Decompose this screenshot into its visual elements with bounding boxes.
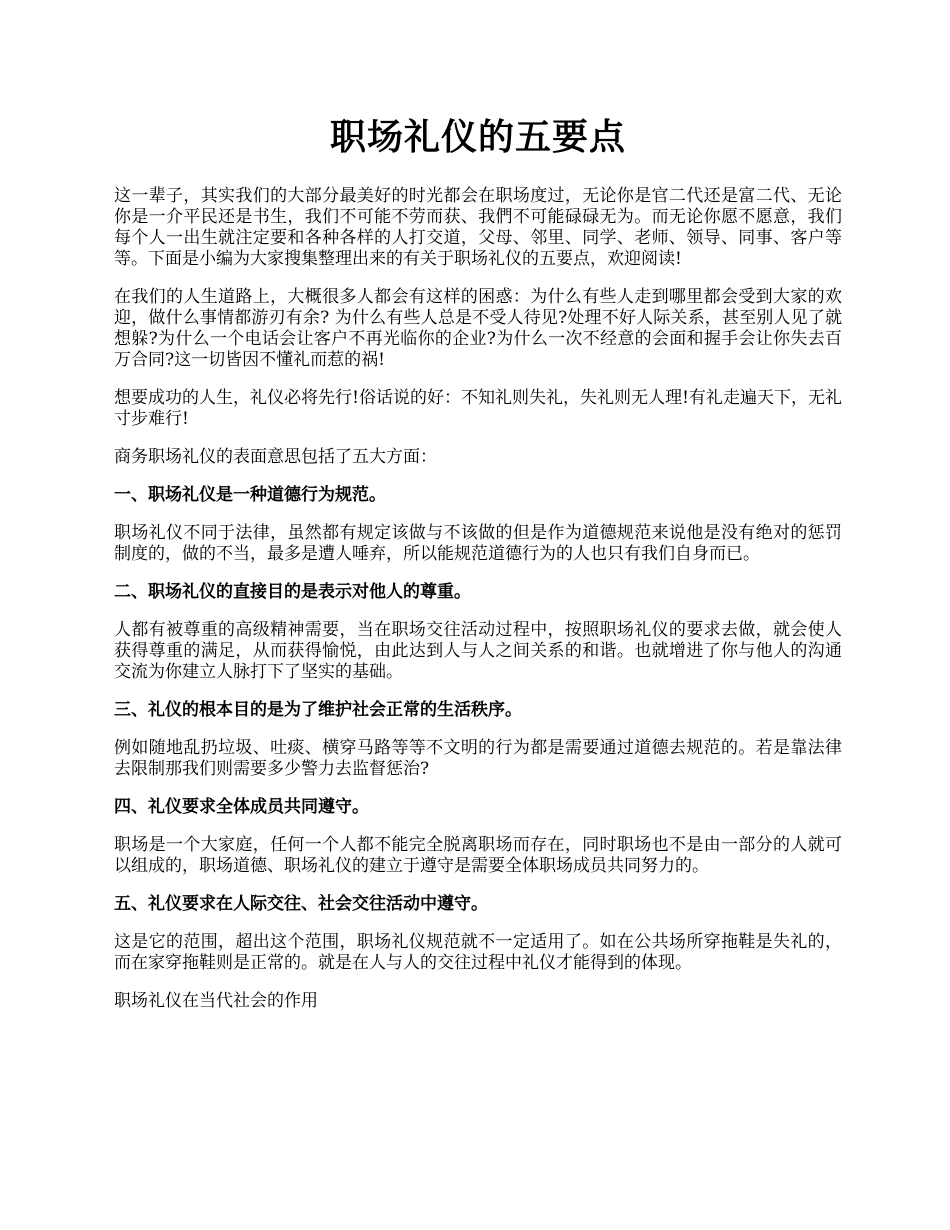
- section-body-2: 人都有被尊重的高级精神需要，当在职场交往活动过程中，按照职场礼仪的要求去做，就会使人获得尊重的满足，从而获得愉悦，由此达到人与人之间关系的和谐。也就增进了你与他人的沟通交流为你建立人脉打下了坚实的基础。: [114, 620, 842, 682]
- section-heading-5: 五、礼仪要求在人际交往、社会交往活动中遵守。: [114, 894, 488, 914]
- question-paragraph: 在我们的人生道路上，大概很多人都会有这样的困惑：为什么有些人走到哪里都会受到大家的欢迎，做什么事情都游刃有余? 为什么有些人总是不受人待见?处理不好人际关系，甚至别人见了就想躲?为什么一个电话会让客户不再光临你的企业?为什么一次不经意的会面和握手会让你失去百万合同?这一切皆因不懂礼而惹的祸!: [114, 287, 842, 370]
- proverb-paragraph: 想要成功的人生，礼仪必将先行!俗话说的好：不知礼则失礼，失礼则无人理!有礼走遍天下，无礼寸步难行!: [114, 388, 842, 429]
- section-heading-3: 三、礼仪的根本目的是为了维护社会正常的生活秩序。: [114, 700, 522, 720]
- overview-paragraph: 商务职场礼仪的表面意思包括了五大方面：: [114, 447, 437, 467]
- document-page: [114, 112, 842, 1029]
- section-heading-4: 四、礼仪要求全体成员共同遵守。: [114, 797, 369, 817]
- closing-paragraph: 职场礼仪在当代社会的作用: [114, 991, 318, 1011]
- section-body-4: 职场是一个大家庭，任何一个人都不能完全脱离职场而存在，同时职场也不是由一部分的人就可以组成的，职场道德、职场礼仪的建立于遵守是需要全体职场成员共同努力的。: [114, 835, 842, 876]
- section-heading-2: 二、职场礼仪的直接目的是表示对他人的尊重。: [114, 582, 471, 602]
- page-title: 职场礼仪的五要点: [329, 116, 626, 158]
- section-body-1: 职场礼仪不同于法律，虽然都有规定该做与不该做的但是作为道德规范来说他是没有绝对的惩罚制度的，做的不当，最多是遭人唾弃，所以能规范道德行为的人也只有我们自身而已。: [114, 523, 842, 564]
- section-heading-1: 一、职场礼仪是一种道德行为规范。: [114, 485, 386, 505]
- intro-paragraph: 这一辈子，其实我们的大部分最美好的时光都会在职场度过，无论你是官二代还是富二代、无论你是一介平民还是书生，我们不可能不劳而获、我們不可能碌碌无为。而无论你愿不愿意，我们每个人一出生就注定要和各种各样的人打交道，父母、邻里、同学、老师、领导、同事、客户等等。下面是小编为大家搜集整理出来的有关于职场礼仪的五要点，欢迎阅读!: [114, 186, 842, 269]
- section-body-5: 这是它的范围，超出这个范围，职场礼仪规范就不一定适用了。如在公共场所穿拖鞋是失礼的，而在家穿拖鞋则是正常的。就是在人与人的交往过程中礼仪才能得到的体现。: [114, 932, 842, 973]
- section-body-3: 例如随地乱扔垃圾、吐痰、横穿马路等等不文明的行为都是需要通过道德去规范的。若是靠法律去限制那我们则需要多少警力去监督惩治?: [114, 738, 842, 779]
